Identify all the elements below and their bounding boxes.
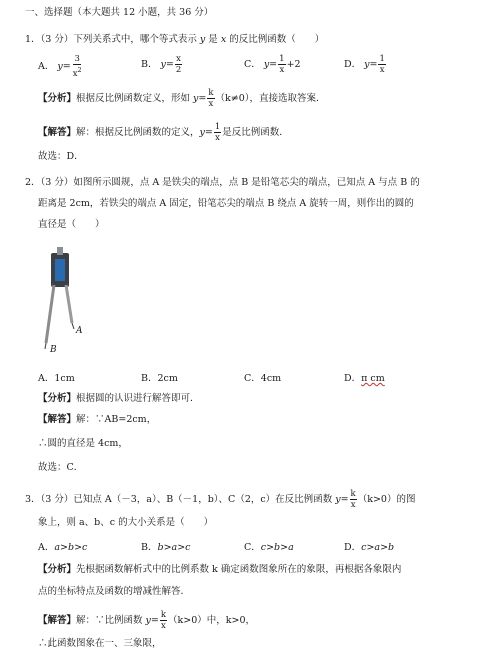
solution-text: 解：∵比例函数 xyxy=(76,615,146,626)
solution-tail: 是反比例函数． xyxy=(222,127,289,138)
option-lhs: y= xyxy=(364,59,378,70)
q2-option-a[interactable] xyxy=(38,370,75,384)
fraction-denominator xyxy=(72,65,83,79)
q1-analysis xyxy=(38,88,326,109)
analysis-text: 先根据函数解析式中的比例系数 k 确定函数图象所在的象限，再根据各象限内 xyxy=(76,564,402,575)
compass-needle xyxy=(72,323,74,329)
q2-stem-line-3: 直径是（ ） xyxy=(38,219,105,230)
fraction-numerator: 1 xyxy=(214,122,221,132)
q3-analysis-line-2: 点的坐标特点及函数的增减性解答． xyxy=(38,586,191,597)
q1-stem-y: y xyxy=(199,34,206,45)
q2-option-b[interactable] xyxy=(141,370,178,384)
q1-option-a[interactable] xyxy=(38,54,84,79)
stem-lhs: y= xyxy=(335,494,349,505)
solution-text: 解：∵AB=2cm， xyxy=(76,414,157,425)
q2-analysis xyxy=(38,392,200,406)
compass-leg-a xyxy=(66,285,72,323)
q1-option-c[interactable] xyxy=(244,54,301,75)
q2-answer: 故选：C． xyxy=(38,462,84,473)
analysis-text: 根据反比例函数定义，形如 xyxy=(76,93,194,104)
option-letter: B． xyxy=(141,59,158,70)
fraction xyxy=(175,54,182,75)
q1-stem-suffix: 的反比例函数（ ） xyxy=(226,34,325,45)
fraction-numerator: k xyxy=(208,88,214,98)
q2-stem-line-1: 2．（3 分）如图所示圆规，点 A 是铁尖的端点，点 B 是铅笔芯尖的端点，已知点 A 与点 B 的 xyxy=(25,177,420,188)
q3-therefore: ∴此函数图象在一、三象限， xyxy=(38,638,162,649)
q1-stem-x: x xyxy=(220,34,227,45)
option-text: 1cm xyxy=(54,373,75,384)
option-text: 2cm xyxy=(157,373,178,384)
compass-clip xyxy=(55,259,65,281)
fig-label-a: A xyxy=(76,326,83,336)
fraction xyxy=(214,122,221,143)
fraction xyxy=(350,489,357,510)
section-title: 一、选择题（本大题共 12 小题，共 36 分） xyxy=(25,7,214,18)
fig-label-b: B xyxy=(50,345,57,353)
q1-option-d[interactable] xyxy=(344,54,387,75)
solution-tail: （k>0）中，k>0， xyxy=(168,615,256,626)
stem-tail: （k>0）的图 xyxy=(357,494,416,505)
option-lhs: y= xyxy=(263,59,278,70)
analysis-tag: 【分析】 xyxy=(38,93,77,104)
fraction-denominator: x xyxy=(379,65,385,75)
option-tail: +2 xyxy=(286,59,301,70)
fraction-numerator: x xyxy=(176,54,181,64)
fraction-numerator: 1 xyxy=(279,54,285,64)
denominator-exponent: 2 xyxy=(77,66,82,74)
option-lhs: y= xyxy=(160,59,174,70)
fraction-denominator: x xyxy=(279,65,285,75)
q3-option-d[interactable] xyxy=(344,539,394,553)
q3-option-a[interactable] xyxy=(38,539,87,553)
option-letter: B． xyxy=(141,542,158,553)
q1-stem xyxy=(25,33,324,47)
option-text: π cm xyxy=(361,373,385,384)
option-text: b>a>c xyxy=(157,542,191,553)
option-letter: C． xyxy=(244,59,261,70)
fraction-denominator: x xyxy=(161,621,166,631)
q3-analysis-line-1 xyxy=(38,563,401,577)
compass-pencil-tip xyxy=(45,343,46,349)
analysis-lhs: y= xyxy=(193,93,207,104)
option-letter: D． xyxy=(344,542,362,553)
q3-option-c[interactable] xyxy=(244,539,294,553)
solution-lhs: y= xyxy=(145,615,159,626)
solution-tag: 【解答】 xyxy=(38,127,77,138)
q2-stem-line-2: 距离是 2cm，若铁尖的端点 A 固定，铅笔芯尖的端点 B 绕点 A 旋转一周，则作出的圆的 xyxy=(38,198,414,209)
fraction-denominator: x xyxy=(208,99,214,109)
compass-figure xyxy=(38,245,88,353)
solution-tag: 【解答】 xyxy=(38,414,77,425)
option-letter: C． xyxy=(244,542,261,553)
q2-option-c[interactable] xyxy=(244,370,281,384)
q3-stem-line-1 xyxy=(25,489,415,510)
q2-option-d[interactable] xyxy=(344,370,385,384)
fraction-numerator: 1 xyxy=(379,54,385,64)
analysis-tail: （k≠0），直接选取答案． xyxy=(215,93,326,104)
option-text: c>b>a xyxy=(260,542,294,553)
fraction xyxy=(207,88,214,109)
q1-answer: 故选：D． xyxy=(38,151,84,162)
q3-solution xyxy=(38,610,255,631)
fraction-numerator: 3 xyxy=(74,54,80,64)
option-letter: B． xyxy=(141,373,158,384)
denominator-base: x xyxy=(72,69,78,79)
q1-stem-prefix: 1．（3 分）下列关系式中，哪个等式表示 xyxy=(25,34,200,45)
q1-solution xyxy=(38,122,289,143)
compass-leg-b xyxy=(46,285,54,343)
q1-option-b[interactable] xyxy=(141,54,183,75)
compass-handle xyxy=(57,247,63,255)
option-lhs: y= xyxy=(57,61,71,72)
option-letter: A． xyxy=(38,542,55,553)
q1-stem-mid: 是 xyxy=(205,34,221,45)
analysis-text: 根据圆的认识进行解答即可． xyxy=(76,393,200,404)
option-letter: D． xyxy=(344,59,362,70)
solution-lhs: y= xyxy=(199,127,213,138)
fraction-denominator: 2 xyxy=(175,65,182,75)
q3-stem-line-2: 象上，则 a、b、c 的大小关系是（ ） xyxy=(38,517,214,528)
option-letter: D． xyxy=(344,373,362,384)
option-letter: A． xyxy=(38,61,55,72)
option-letter: C． xyxy=(244,373,261,384)
option-text: 4cm xyxy=(260,373,282,384)
solution-text: 解：根据反比例函数的定义， xyxy=(76,127,200,138)
fraction xyxy=(278,54,285,75)
fraction xyxy=(72,54,83,79)
solution-tag: 【解答】 xyxy=(38,615,77,626)
stem-text: 3．（3 分）已知点 A（－3，a）、B（－1，b）、C（2，c）在反比例函数 xyxy=(25,494,336,505)
analysis-tag: 【分析】 xyxy=(38,393,77,404)
fraction xyxy=(378,54,385,75)
fraction-numerator: k xyxy=(160,610,167,620)
analysis-tag: 【分析】 xyxy=(38,564,77,575)
option-letter: A． xyxy=(38,373,55,384)
fraction-denominator: x xyxy=(215,133,220,143)
fraction xyxy=(160,610,167,631)
q3-option-b[interactable] xyxy=(141,539,190,553)
option-text: a>b>c xyxy=(54,542,88,553)
option-text: c>a>b xyxy=(361,542,395,553)
fraction-denominator: x xyxy=(350,500,356,510)
q2-solution xyxy=(38,413,156,427)
q2-therefore: ∴圆的直径是 4cm， xyxy=(38,438,128,449)
fraction-numerator: k xyxy=(350,489,356,499)
